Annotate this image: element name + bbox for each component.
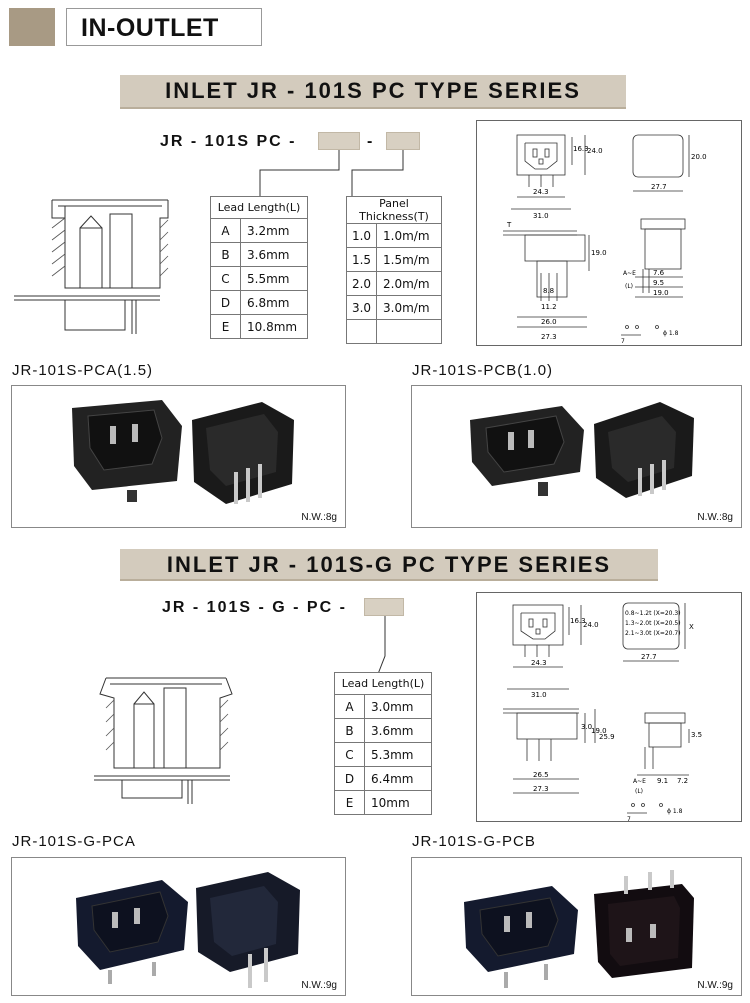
lead-length-header: Lead Length(L) <box>211 197 308 219</box>
table-row: A 3.0mm <box>335 695 432 719</box>
svg-text:1.3~2.0t (X=20.5): 1.3~2.0t (X=20.5) <box>625 620 681 627</box>
svg-text:7: 7 <box>627 816 631 821</box>
svg-text:26.0: 26.0 <box>541 318 557 326</box>
table-row: B 3.6mm <box>335 719 432 743</box>
table-row: 1.5 1.5m/m <box>347 248 442 272</box>
series1-banner <box>120 75 626 109</box>
svg-text:24.0: 24.0 <box>583 621 599 629</box>
series2-product-a-label: JR-101S-G-PCA <box>12 833 136 850</box>
svg-text:19.0: 19.0 <box>591 727 607 735</box>
series1-section-drawing <box>10 188 180 338</box>
series1-product-a-label: JR-101S-PCA(1.5) <box>12 362 154 379</box>
svg-text:A~E: A~E <box>623 270 636 277</box>
series1-product-b-photo <box>411 385 742 528</box>
table-row <box>347 320 442 344</box>
series2-section-drawing <box>70 664 240 814</box>
inlet-photo-icon <box>12 858 345 995</box>
series1-lead-code-box <box>318 132 360 150</box>
table-row: 3.0 3.0m/m <box>347 296 442 320</box>
table-row: E 10.8mm <box>211 315 308 339</box>
svg-text:25.9: 25.9 <box>599 733 615 741</box>
svg-text:7: 7 <box>621 338 625 345</box>
series2-lead-code-box <box>364 598 404 616</box>
series2-leader-line <box>370 616 410 676</box>
series1-code-prefix: JR - 101S PC - <box>160 133 297 150</box>
series1-product-b-weight: N.W.:8g <box>697 512 733 523</box>
series1-product-a-weight: N.W.:8g <box>301 512 337 523</box>
svg-text:ϕ 1.8: ϕ 1.8 <box>663 330 679 337</box>
svg-text:3.0: 3.0 <box>581 723 593 731</box>
svg-text:19.0: 19.0 <box>653 289 669 297</box>
page-title: IN-OUTLET <box>81 14 219 42</box>
series1-panel-code-box <box>386 132 420 150</box>
svg-text:27.3: 27.3 <box>541 333 557 341</box>
svg-text:24.3: 24.3 <box>533 188 549 196</box>
svg-text:11.2: 11.2 <box>541 303 557 311</box>
inlet-photo-icon <box>12 386 345 527</box>
svg-text:7.2: 7.2 <box>677 777 689 785</box>
series1-product-a-photo <box>11 385 346 528</box>
brand-swatch <box>9 8 55 46</box>
series1-product-b-label: JR-101S-PCB(1.0) <box>412 362 554 379</box>
panel-thickness-header: Panel Thickness(T) <box>347 197 442 224</box>
svg-text:2.1~3.0t (X=20.7): 2.1~3.0t (X=20.7) <box>625 630 681 637</box>
table-row: 2.0 2.0m/m <box>347 272 442 296</box>
series1-code-separator: - <box>367 133 375 150</box>
svg-text:27.7: 27.7 <box>651 183 667 191</box>
lead-length-header: Lead Length(L) <box>335 673 432 695</box>
table-row: D 6.8mm <box>211 291 308 315</box>
svg-text:9.1: 9.1 <box>657 777 669 785</box>
series1-leader-lines <box>250 150 450 200</box>
svg-text:27.7: 27.7 <box>641 653 657 661</box>
svg-text:16.3: 16.3 <box>573 145 589 153</box>
table-row: C 5.5mm <box>211 267 308 291</box>
series1-lead-length-table <box>210 196 308 339</box>
svg-text:31.0: 31.0 <box>533 212 549 220</box>
svg-text:T: T <box>507 221 512 229</box>
svg-text:19.0: 19.0 <box>591 249 607 257</box>
series2-banner-text: INLET JR - 101S-G PC TYPE SERIES <box>166 552 612 577</box>
svg-text:24.0: 24.0 <box>587 147 603 155</box>
table-row: 1.0 1.0m/m <box>347 224 442 248</box>
series2-product-a-photo <box>11 857 346 996</box>
svg-text:(L): (L) <box>625 283 634 290</box>
svg-text:9.5: 9.5 <box>653 279 665 287</box>
series2-product-b-weight: N.W.:9g <box>697 980 733 991</box>
svg-text:20.0: 20.0 <box>691 153 707 161</box>
series2-product-b-photo <box>411 857 742 996</box>
svg-text:16.3: 16.3 <box>570 617 586 625</box>
table-row: E 10mm <box>335 791 432 815</box>
series2-product-a-weight: N.W.:9g <box>301 980 337 991</box>
table-row: A 3.2mm <box>211 219 308 243</box>
series1-banner-text: INLET JR - 101S PC TYPE SERIES <box>165 78 581 103</box>
svg-text:26.5: 26.5 <box>533 771 549 779</box>
series2-banner <box>120 549 658 581</box>
svg-text:X: X <box>689 623 694 631</box>
series2-dimension-drawing <box>476 592 742 822</box>
series2-code-prefix: JR - 101S - G - PC - <box>162 599 347 616</box>
table-row: C 5.3mm <box>335 743 432 767</box>
series1-dimension-drawing <box>476 120 742 346</box>
svg-text:A~E: A~E <box>633 778 646 785</box>
header-box <box>66 8 262 46</box>
series2-lead-length-table <box>334 672 432 815</box>
series1-panel-thickness-table <box>346 196 442 344</box>
svg-text:0.8~1.2t (X=20.3): 0.8~1.2t (X=20.3) <box>625 610 681 617</box>
svg-text:ϕ 1.8: ϕ 1.8 <box>667 808 683 815</box>
inlet-photo-icon <box>412 858 741 995</box>
svg-text:31.0: 31.0 <box>531 691 547 699</box>
svg-text:7.6: 7.6 <box>653 269 665 277</box>
inlet-photo-icon <box>412 386 741 527</box>
table-row: B 3.6mm <box>211 243 308 267</box>
svg-text:(L): (L) <box>635 788 644 795</box>
svg-text:24.3: 24.3 <box>531 659 547 667</box>
svg-text:8.8: 8.8 <box>543 287 555 295</box>
svg-text:27.3: 27.3 <box>533 785 549 793</box>
series2-product-b-label: JR-101S-G-PCB <box>412 833 536 850</box>
table-row: D 6.4mm <box>335 767 432 791</box>
svg-text:3.5: 3.5 <box>691 731 703 739</box>
